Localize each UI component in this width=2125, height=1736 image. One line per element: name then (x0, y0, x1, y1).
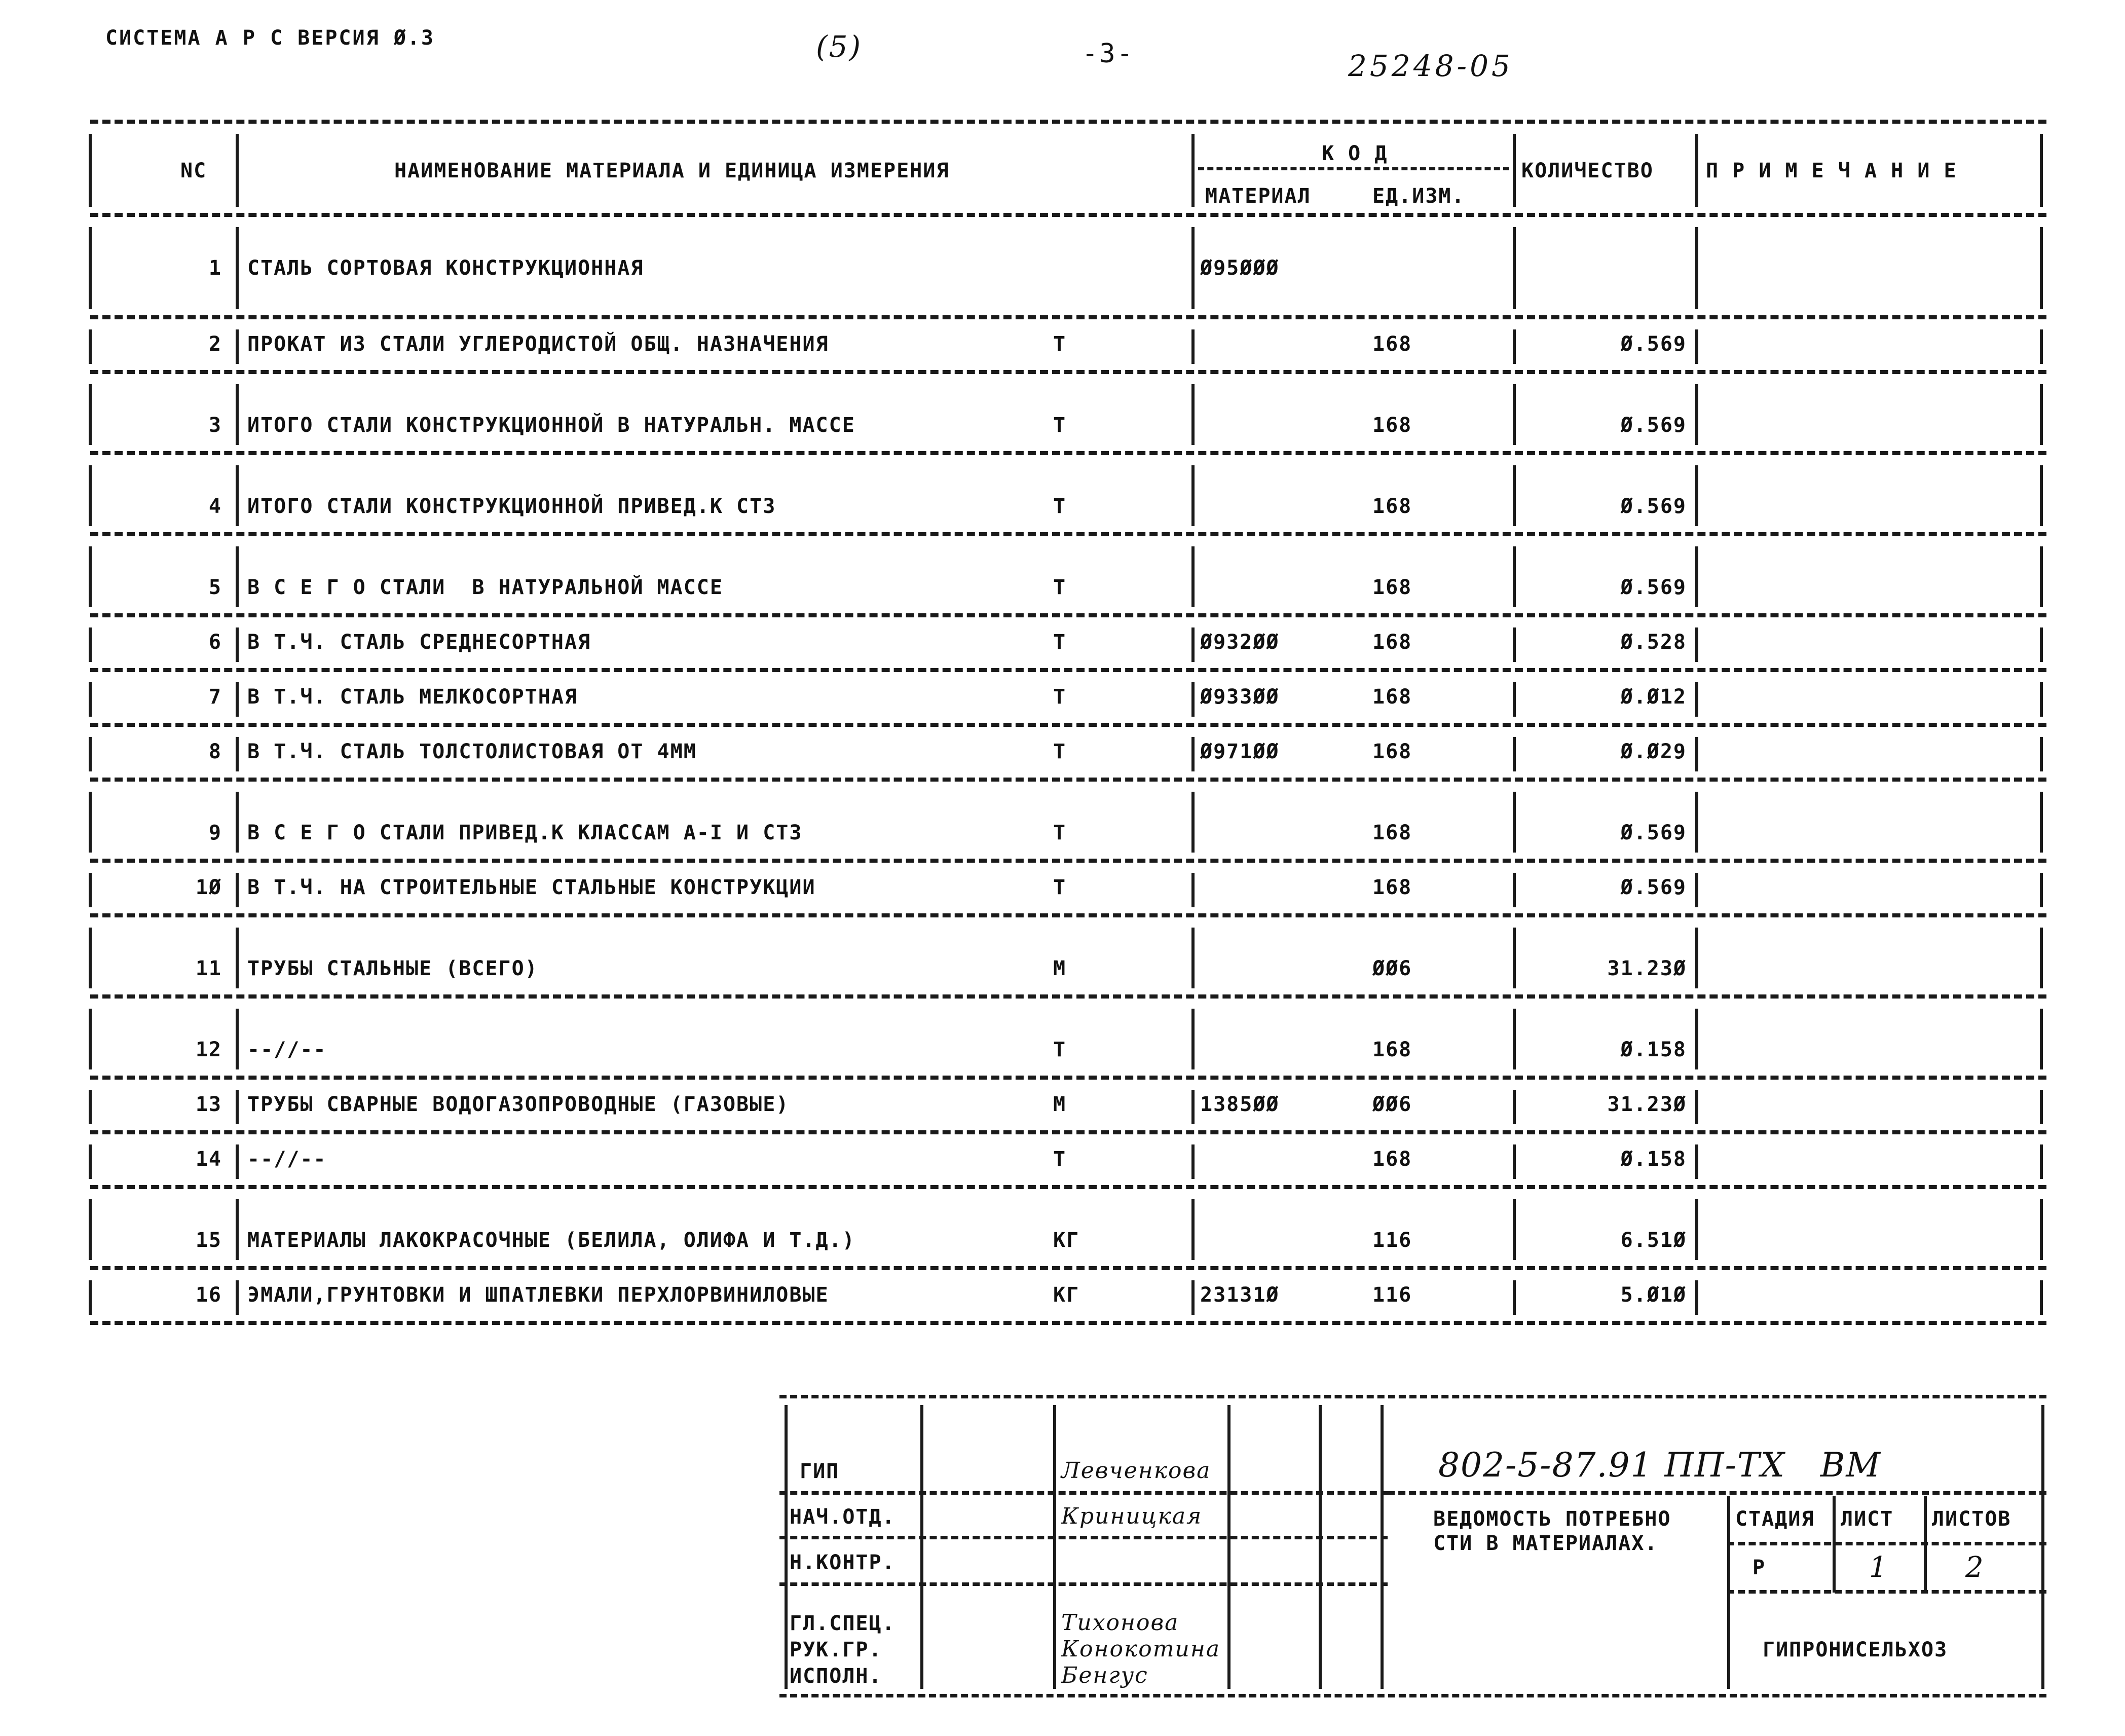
quantity-value: Ø.Ø29 (1620, 740, 1687, 763)
material-name: ИТОГО СТАЛИ КОНСТРУКЦИОННОЙ В НАТУРАЛЬН. МАССЕ (247, 414, 855, 437)
row-number: 9 (208, 821, 222, 844)
quantity-value: Ø.569 (1620, 876, 1687, 899)
unit-code: 168 (1372, 631, 1412, 654)
row-number: 1 (208, 256, 222, 280)
table-row (90, 1138, 2046, 1185)
unit-code: 168 (1372, 414, 1412, 437)
document-title-line1: ВЕДОМОСТЬ ПОТРЕБНО (1433, 1507, 1671, 1531)
row-divider (90, 1321, 2046, 1329)
row-number: 6 (208, 631, 222, 654)
row-number: 4 (208, 495, 222, 518)
stage-label: СТАДИЯ (1735, 1507, 1815, 1531)
quantity-value: Ø.569 (1620, 576, 1687, 599)
organization-name: ГИПРОНИСЕЛЬХОЗ (1763, 1638, 1948, 1661)
material-name: МАТЕРИАЛЫ ЛАКОКРАСОЧНЫЕ (БЕЛИЛА, ОЛИФА И Т.Д.) (247, 1229, 855, 1252)
unit-code: 168 (1372, 876, 1412, 899)
material-name: --//-- (247, 1148, 327, 1171)
quantity-value: 5.Ø1Ø (1620, 1283, 1687, 1307)
signer-nach-otd: Криницкая (1061, 1503, 1203, 1529)
column-header-material: МАТЕРИАЛ (1205, 184, 1311, 208)
table-row (90, 1193, 2046, 1266)
signer-ruk-gr: Конокотина (1061, 1636, 1221, 1662)
material-code: Ø933ØØ (1200, 685, 1280, 709)
unit-code: 168 (1372, 1148, 1412, 1171)
signer-gl-spec: Тихонова (1061, 1610, 1179, 1636)
unit-of-measure: Т (1053, 1038, 1067, 1061)
column-header-name: НАИМЕНОВАНИЕ МАТЕРИАЛА И ЕДИНИЦА ИЗМЕРЕНИЯ (394, 159, 950, 182)
row-divider (90, 315, 2046, 323)
row-divider (90, 913, 2046, 921)
row-divider (90, 1076, 2046, 1084)
material-name: В С Е Г О СТАЛИ В НАТУРАЛЬНОЙ МАССЕ (247, 576, 723, 599)
header-divider (90, 213, 2046, 221)
row-number: 2 (208, 333, 222, 356)
column-header-quantity: КОЛИЧЕСТВО (1521, 159, 1654, 182)
quantity-value: Ø.569 (1620, 495, 1687, 518)
unit-of-measure: Т (1053, 1148, 1067, 1171)
material-name: ТРУБЫ СТАЛЬНЫЕ (ВСЕГО) (247, 957, 538, 980)
unit-of-measure: Т (1053, 876, 1067, 899)
copy-number: (5) (816, 29, 863, 64)
sheets-value: 2 (1965, 1551, 1985, 1584)
unit-code: 116 (1372, 1229, 1412, 1252)
material-name: В С Е Г О СТАЛИ ПРИВЕД.К КЛАССАМ А-I И СТ3 (247, 821, 803, 844)
sheets-label: ЛИСТОВ (1932, 1507, 2011, 1531)
table-top-border (90, 120, 2046, 128)
row-number: 14 (195, 1148, 222, 1171)
material-code: 1385ØØ (1200, 1093, 1280, 1116)
table-row (90, 540, 2046, 613)
material-name: ИТОГО СТАЛИ КОНСТРУКЦИОННОЙ ПРИВЕД.К СТ3 (247, 495, 776, 518)
row-number: 12 (195, 1038, 222, 1061)
row-divider (90, 532, 2046, 540)
row-divider (90, 451, 2046, 459)
unit-of-measure: Т (1053, 414, 1067, 437)
row-number: 3 (208, 414, 222, 437)
column-header-code: К О Д (1322, 142, 1388, 165)
table-row (90, 459, 2046, 532)
table-header-row (90, 128, 2046, 213)
row-divider (90, 994, 2046, 1003)
unit-code: 168 (1372, 495, 1412, 518)
role-gip: ГИП (800, 1460, 840, 1483)
row-divider (90, 1266, 2046, 1274)
sheet-value: 1 (1869, 1551, 1888, 1584)
sheet-label: ЛИСТ (1841, 1507, 1894, 1531)
unit-of-measure: КГ (1053, 1229, 1080, 1252)
row-number: 5 (208, 576, 222, 599)
quantity-value: Ø.528 (1620, 631, 1687, 654)
table-row (90, 676, 2046, 723)
row-divider (90, 778, 2046, 786)
row-divider (90, 1130, 2046, 1138)
material-name: --//-- (247, 1038, 327, 1061)
row-number: 16 (195, 1283, 222, 1307)
table-row (90, 378, 2046, 451)
row-number: 7 (208, 685, 222, 709)
row-number: 13 (195, 1093, 222, 1116)
table-row (90, 1003, 2046, 1076)
unit-code: 168 (1372, 821, 1412, 844)
unit-of-measure: Т (1053, 631, 1067, 654)
unit-code: 168 (1372, 576, 1412, 599)
quantity-value: 6.51Ø (1620, 1229, 1687, 1252)
row-number: 1Ø (195, 876, 222, 899)
page-number: -3- (1082, 39, 1134, 69)
table-row (90, 1084, 2046, 1130)
table-row (90, 1274, 2046, 1321)
role-n-kontr: Н.КОНТР. (790, 1551, 896, 1574)
column-header-note: П Р И М Е Ч А Н И Е (1706, 159, 1957, 182)
row-number: 15 (195, 1229, 222, 1252)
unit-of-measure: Т (1053, 576, 1067, 599)
material-name: ПРОКАТ ИЗ СТАЛИ УГЛЕРОДИСТОЙ ОБЩ. НАЗНАЧЕНИЯ (247, 333, 829, 356)
column-header-no: NC (180, 159, 207, 182)
material-name: В Т.Ч. СТАЛЬ ТОЛСТОЛИСТОВАЯ ОТ 4ММ (247, 740, 697, 763)
role-ruk-gr: РУК.ГР. (790, 1638, 882, 1661)
unit-of-measure: Т (1053, 333, 1067, 356)
signer-ispoln: Бенгус (1061, 1663, 1148, 1688)
unit-code: 168 (1372, 1038, 1412, 1061)
table-row (90, 921, 2046, 994)
unit-code: 168 (1372, 685, 1412, 709)
table-row (90, 323, 2046, 370)
role-ispoln: ИСПОЛН. (790, 1665, 882, 1688)
row-number: 11 (195, 957, 222, 980)
material-name: В Т.Ч. НА СТРОИТЕЛЬНЫЕ СТАЛЬНЫЕ КОНСТРУКЦИИ (247, 876, 816, 899)
unit-of-measure: Т (1053, 740, 1067, 763)
unit-code: ØØ6 (1372, 957, 1412, 980)
unit-code: 116 (1372, 1283, 1412, 1307)
unit-code: ØØ6 (1372, 1093, 1412, 1116)
row-divider (90, 723, 2046, 731)
row-divider (90, 370, 2046, 378)
table-row (90, 221, 2046, 315)
quantity-value: Ø.158 (1620, 1148, 1687, 1171)
quantity-value: 31.23Ø (1607, 957, 1687, 980)
row-divider (90, 1185, 2046, 1193)
quantity-value: Ø.Ø12 (1620, 685, 1687, 709)
quantity-value: Ø.569 (1620, 821, 1687, 844)
table-body (90, 221, 2046, 1329)
row-divider (90, 668, 2046, 676)
quantity-value: 31.23Ø (1607, 1093, 1687, 1116)
unit-code: 168 (1372, 333, 1412, 356)
row-number: 8 (208, 740, 222, 763)
unit-of-measure: М (1053, 957, 1067, 980)
table-row (90, 731, 2046, 778)
table-row (90, 867, 2046, 913)
material-name: ЭМАЛИ,ГРУНТОВКИ И ШПАТЛЕВКИ ПЕРХЛОРВИНИЛОВЫЕ (247, 1283, 829, 1307)
unit-of-measure: Т (1053, 821, 1067, 844)
unit-of-measure: М (1053, 1093, 1067, 1116)
table-row (90, 786, 2046, 859)
material-code: Ø95ØØØ (1200, 256, 1280, 280)
role-nach-otd: НАЧ.ОТД. (790, 1505, 896, 1529)
unit-of-measure: Т (1053, 685, 1067, 709)
row-divider (90, 613, 2046, 621)
material-code: Ø932ØØ (1200, 631, 1280, 654)
quantity-value: Ø.158 (1620, 1038, 1687, 1061)
material-name: В Т.Ч. СТАЛЬ СРЕДНЕСОРТНАЯ (247, 631, 591, 654)
table-row (90, 621, 2046, 668)
material-name: ТРУБЫ СВАРНЫЕ ВОДОГАЗОПРОВОДНЫЕ (ГАЗОВЫЕ) (247, 1093, 790, 1116)
project-code: 802-5-87.91 ПП-ТХ ВМ (1438, 1446, 1881, 1485)
material-code: Ø971ØØ (1200, 740, 1280, 763)
unit-of-measure: Т (1053, 495, 1067, 518)
document-title-line2: СТИ В МАТЕРИАЛАХ. (1433, 1532, 1658, 1555)
row-divider (90, 859, 2046, 867)
stage-value: Р (1753, 1556, 1766, 1579)
unit-code: 168 (1372, 740, 1412, 763)
unit-of-measure: КГ (1053, 1283, 1080, 1307)
role-gl-spec: ГЛ.СПЕЦ. (790, 1612, 896, 1635)
material-name: СТАЛЬ СОРТОВАЯ КОНСТРУКЦИОННАЯ (247, 256, 644, 280)
quantity-value: Ø.569 (1620, 333, 1687, 356)
material-name: В Т.Ч. СТАЛЬ МЕЛКОСОРТНАЯ (247, 685, 578, 709)
system-version-header: СИСТЕМА А Р С ВЕРСИЯ Ø.3 (105, 26, 435, 50)
signer-gip: Левченкова (1061, 1458, 1211, 1484)
column-header-unit-code: ЕД.ИЗМ. (1372, 184, 1465, 208)
title-block (779, 1395, 2046, 1698)
materials-table (90, 120, 2046, 1329)
material-code: 23131Ø (1200, 1283, 1280, 1307)
document-number: 25248-05 (1348, 49, 1513, 83)
quantity-value: Ø.569 (1620, 414, 1687, 437)
